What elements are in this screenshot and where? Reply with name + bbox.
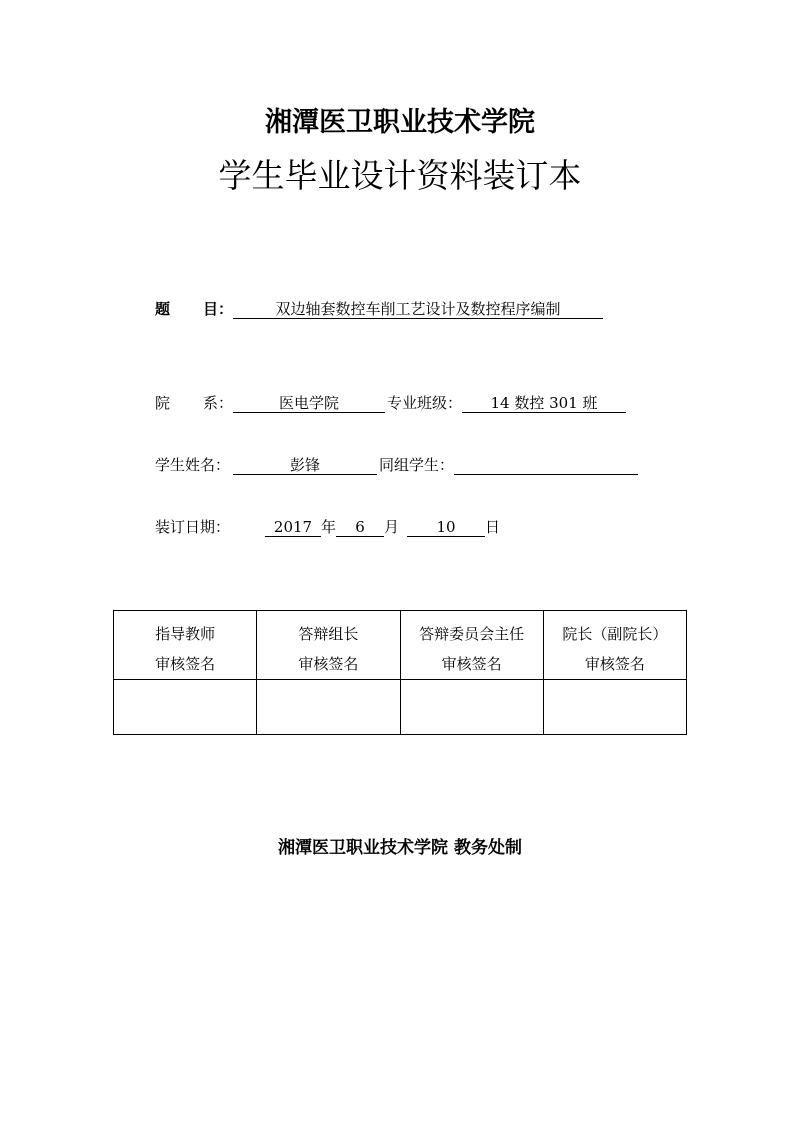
header-line1: 院长（副院长） <box>562 625 668 643</box>
student-row <box>155 454 638 475</box>
header-line1: 答辩组长 <box>298 625 359 643</box>
topic-row <box>155 298 603 319</box>
class-label: 专业班级： <box>387 394 463 412</box>
header-line1: 指导教师 <box>155 625 216 643</box>
day-unit: 日 <box>485 518 501 536</box>
topic-label-b: 目： <box>203 300 234 318</box>
department-value: 医电学院 <box>233 394 385 413</box>
department-row <box>155 392 626 413</box>
topic-label-a: 题 <box>155 300 171 318</box>
school-title: 湘潭医卫职业技术学院 <box>265 107 535 138</box>
signature-cell <box>543 680 686 735</box>
signature-header-row <box>114 611 687 680</box>
day-value: 10 <box>407 518 485 537</box>
header-line1: 答辩委员会主任 <box>419 625 525 643</box>
dept-label-a: 院 <box>155 394 171 412</box>
month-value: 6 <box>336 518 384 537</box>
document-title: 学生毕业设计资料装订本 <box>218 156 582 195</box>
signature-table <box>113 610 687 735</box>
class-value: 14 数控 301 班 <box>462 394 626 413</box>
group-value <box>454 456 638 475</box>
header-line2: 审核签名 <box>441 655 502 673</box>
date-label: 装订日期： <box>155 518 231 536</box>
signature-cell <box>400 680 543 735</box>
issuer-footer: 湘潭医卫职业技术学院 教务处制 <box>278 838 522 858</box>
topic-value: 双边轴套数控车削工艺设计及数控程序编制 <box>233 300 603 319</box>
student-label: 学生姓名： <box>155 456 231 474</box>
year-unit: 年 <box>321 518 337 536</box>
header-line2: 审核签名 <box>298 655 359 673</box>
student-name-value: 彭锋 <box>233 456 377 475</box>
signature-cell <box>114 680 257 735</box>
signature-cell <box>257 680 400 735</box>
header-line2: 审核签名 <box>155 655 216 673</box>
sign-header-committee-chair <box>400 611 543 680</box>
date-row <box>155 516 500 537</box>
sign-header-advisor <box>114 611 257 680</box>
sign-header-dean <box>543 611 686 680</box>
header-line2: 审核签名 <box>584 655 645 673</box>
year-value: 2017 <box>265 518 321 537</box>
month-unit: 月 <box>384 518 400 536</box>
group-label: 同组学生： <box>379 456 455 474</box>
dept-label-b: 系： <box>203 394 234 412</box>
sign-header-defense-leader <box>257 611 400 680</box>
signature-blank-row <box>114 680 687 735</box>
